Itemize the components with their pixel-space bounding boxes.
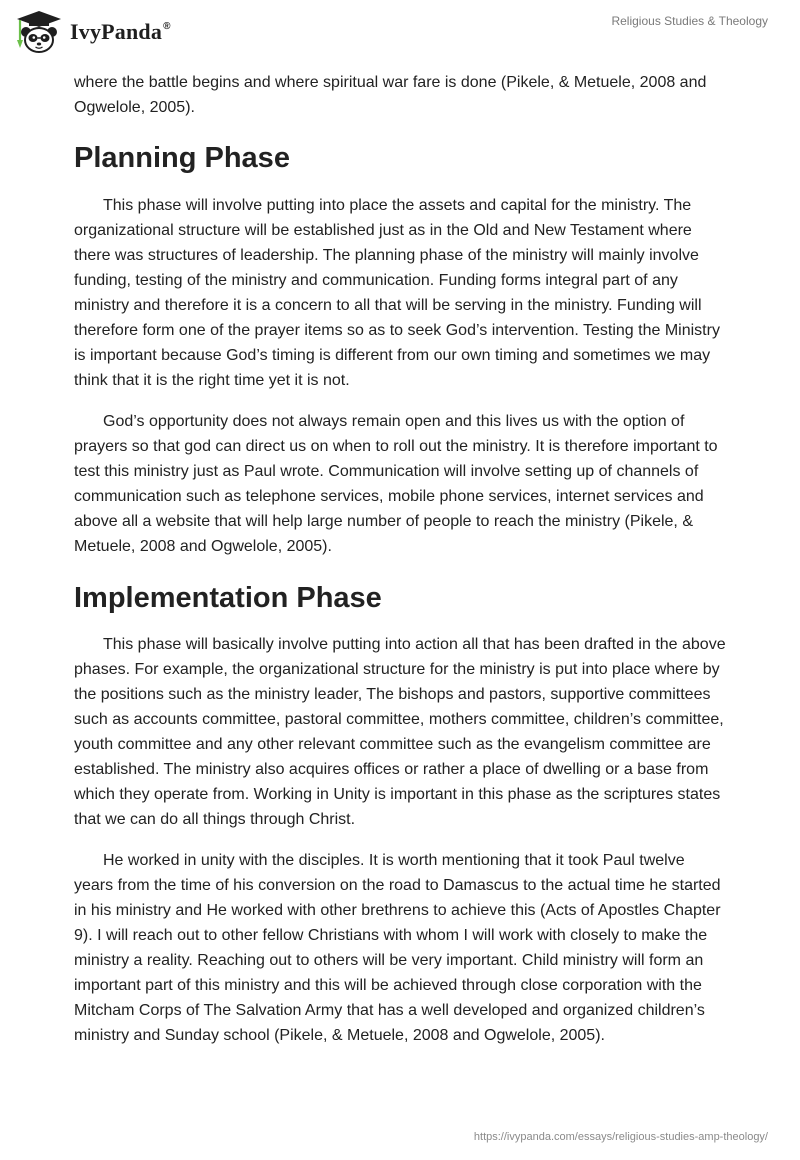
brand-logo[interactable] (14, 10, 171, 54)
paragraph: God’s opportunity does not always remain open and this lives us with the option of prayers so that god can direct us on when to roll out the ministry. It is therefore important to test this ministry just as Paul wrote. Communication will involve setting up of channels of communication such as telephone services, mobile phone services, internet services and above all a website that will help large number of people to reach the ministry (Pikele, & Metuele, 2008 and Ogwelole, 2005). (74, 413, 718, 555)
page-header (0, 0, 800, 70)
registered-mark: ® (163, 21, 171, 32)
paragraph: He worked in unity with the disciples. It is worth mentioning that it took Paul twelve years from the time of his conversion on the road to Damascus to the actual time he started in his ministry and He worked with other brethrens to achieve this (Acts of Apostles Chapter 9). I will reach out to other fellow Christians with whom I will work with closely to make the ministry a reality. Reaching out to others will be very important. Child ministry will form an important part of this ministry and this will be achieved through close corporation with the Mitcham Corps of The Salvation Army that has a well developed and organized children’s ministry and Sunday school (Pikele, & Metuele, 2008 and Ogwelole, 2005). (74, 852, 721, 1044)
source-url-link[interactable]: https://ivypanda.com/essays/religious-studies-amp-theology/ (473, 1131, 768, 1143)
essay-content (74, 70, 726, 1048)
panda-graduate-icon (14, 10, 64, 54)
section-heading-implementation: Implementation Phase (74, 582, 382, 614)
section-heading-planning: Planning Phase (74, 142, 290, 174)
paragraph: This phase will involve putting into place the assets and capital for the ministry. The organizational structure will be established just as in the Old and New Testament where there was structures of leadership. The planning phase of the ministry will mainly involve funding, testing of the ministry and communication. Funding forms integral part of any ministry and therefore it is a concern to all that will be serving in the ministry. Funding will therefore form one of the prayer items so as to seek God’s intervention. Testing the Ministry is important because God’s timing is different from our own timing and sometimes we may think that it is the right time yet it is not. (74, 197, 720, 389)
paragraph: This phase will basically involve putting into action all that has been drafted in the above phases. For example, the organizational structure for the ministry is put into place where by the positions such as the ministry leader, The bishops and pastors, supportive committees such as accounts committee, pastoral committee, mothers committee, children’s committee, youth committee and any other relevant committee such as the evangelism committee are established. The ministry also acquires offices or rather a place of dwelling or a base from which they operate from. Working in Unity is important in this phase as the scriptures states that we can do all things through Christ. (74, 636, 726, 828)
brand-name: IvyPanda® (70, 19, 171, 44)
category-label: Religious Studies & Theology (611, 14, 768, 28)
lead-paragraph: where the battle begins and where spiritual war fare is done (Pikele, & Metuele, 2008 and Ogwelole, 2005). (74, 74, 707, 116)
